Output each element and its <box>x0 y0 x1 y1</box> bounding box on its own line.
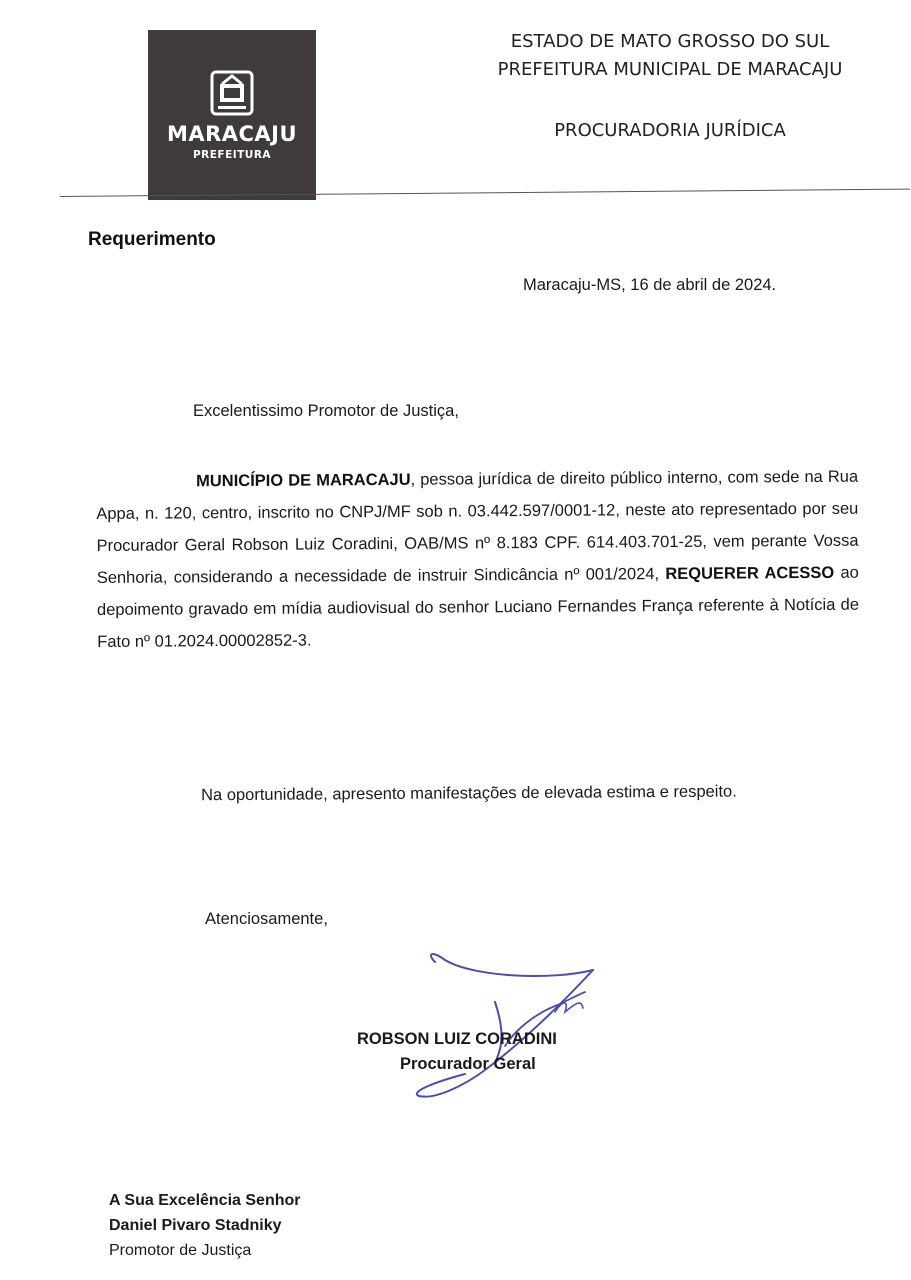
prefeitura-logo <box>148 30 316 200</box>
document-date: Maracaju-MS, 16 de abril de 2024. <box>523 276 777 294</box>
body-text-2: ao depoimento gravado em mídia audiovisual do senhor Luciano Fernandes França referente à Notícia de Fato nº 01.2024.00002852-3. <box>96 563 860 651</box>
header-state: ESTADO DE MATO GROSSO DO SUL <box>510 31 830 52</box>
regards: Atenciosamente, <box>205 910 328 928</box>
document-title: Requerimento <box>88 229 216 250</box>
addressee-name: Daniel Pivaro Stadniky <box>109 1217 282 1234</box>
request-text: REQUERER ACESSO <box>665 563 835 584</box>
body-text-1: , pessoa jurídica de direito público interno, com sede na Rua Appa, n. 120, centro, inscrito no CNPJ/MF sob n. 03.442.597/0001-12, neste ato representado por seu Procurador Geral Robson Luiz Coradini, OAB/MS nº 8.183 CPF. 614.403.701-25, vem perante Vossa Senhoria, considerando a necessidade de instruir Sindicância nº 001/2024, <box>96 467 859 587</box>
salutation: Excelentissimo Promotor de Justiça, <box>193 402 459 420</box>
entity-name: MUNICÍPIO DE MARACAJU <box>196 470 411 491</box>
signer-role: Procurador Geral <box>400 1055 536 1073</box>
addressee-line-1: A Sua Excelência Senhor <box>109 1192 301 1209</box>
logo-subtitle: PREFEITURA <box>192 149 272 161</box>
header-department: PROCURADORIA JURÍDICA <box>554 120 786 141</box>
city-emblem-icon <box>210 70 254 116</box>
signer-name: ROBSON LUIZ CORADINI <box>357 1030 557 1048</box>
addressee-role: Promotor de Justiça <box>109 1242 252 1259</box>
logo-name: MARACAJU <box>166 122 298 146</box>
body-paragraph <box>96 461 859 658</box>
closing-paragraph: Na oportunidade, apresento manifestações de elevada estima e respeito. <box>201 782 737 805</box>
header-city-hall: PREFEITURA MUNICIPAL DE MARACAJU <box>497 59 843 80</box>
